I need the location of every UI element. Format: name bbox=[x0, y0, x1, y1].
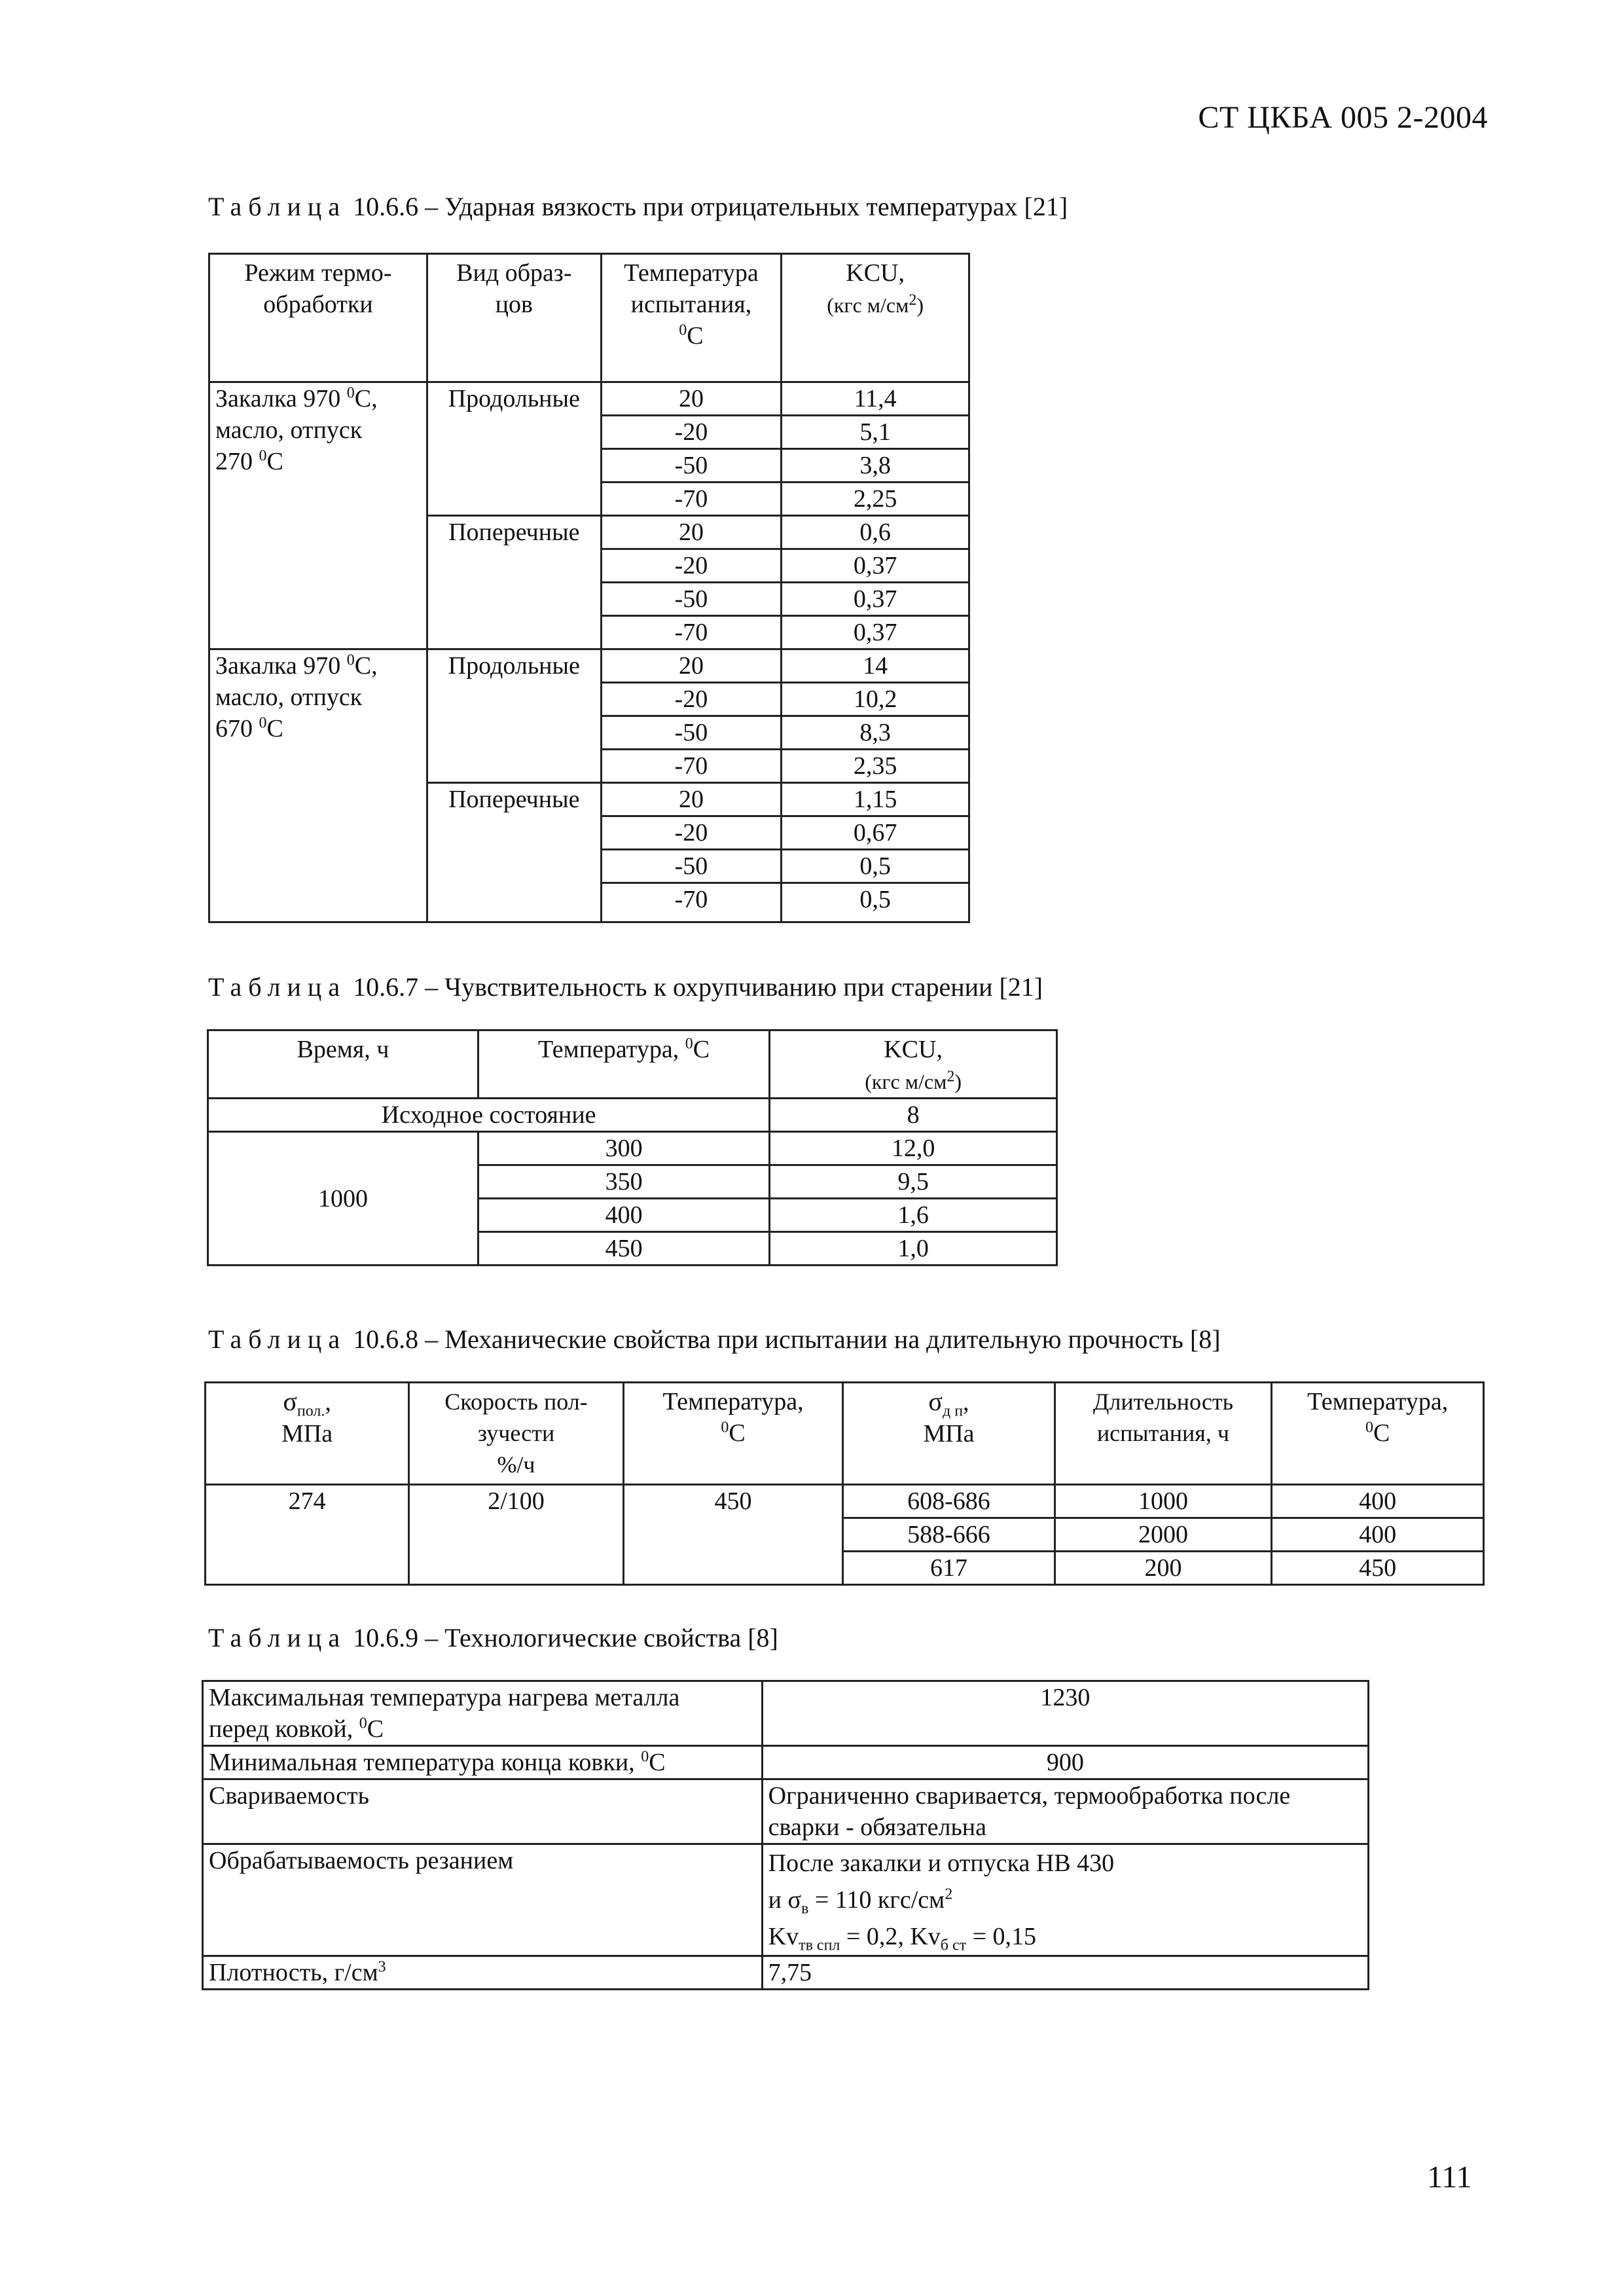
header-mode: Режим термо- обработки bbox=[209, 254, 427, 382]
temp-cell: 20 bbox=[601, 649, 782, 683]
temp-cell: -50 bbox=[601, 449, 782, 483]
header-duration: Длительность испытания, ч bbox=[1055, 1383, 1272, 1485]
table-10-6-7-caption: Таблица 10.6.7 – Чувствительность к охрупчиванию при старении [21] bbox=[208, 972, 1043, 1002]
temp-cell: 300 bbox=[478, 1132, 769, 1165]
temperature-2-cell: 450 bbox=[1272, 1552, 1484, 1585]
specimen-transverse: Поперечные bbox=[427, 516, 601, 649]
kcu-cell: 0,5 bbox=[782, 883, 969, 922]
table-10-6-8-caption: Таблица 10.6.8 – Механические свойства при испытании на длительную прочность [8] bbox=[208, 1324, 1221, 1354]
temp-cell: -20 bbox=[601, 816, 782, 850]
temp-cell: 350 bbox=[478, 1165, 769, 1199]
kcu-cell: 0,6 bbox=[782, 516, 969, 549]
duration-cell: 1000 bbox=[1055, 1485, 1272, 1518]
kcu-cell: 14 bbox=[782, 649, 969, 683]
specimen-longitudinal: Продольные bbox=[427, 649, 601, 783]
document-code: СТ ЦКБА 005 2-2004 bbox=[1198, 100, 1488, 135]
kcu-cell: 11,4 bbox=[782, 382, 969, 416]
temperature-2-cell: 400 bbox=[1272, 1518, 1484, 1552]
kcu-cell: 8,3 bbox=[782, 716, 969, 750]
kcu-cell: 2,25 bbox=[782, 483, 969, 516]
kcu-cell: 9,5 bbox=[770, 1165, 1057, 1199]
header-sigma-dp: $\sigma_{д п}$, МПа bbox=[843, 1383, 1055, 1485]
temp-cell: -20 bbox=[601, 416, 782, 449]
kcu-cell: 12,0 bbox=[770, 1132, 1057, 1165]
min-forging-end-temp-label: Минимальная температура конца ковки, $^0$С bbox=[203, 1746, 763, 1779]
density-label: Плотность, $г/см^3$ bbox=[203, 1956, 763, 1990]
mode-cell-a: Закалка 970 $^0$С, масло, отпуск 270 $^0$С bbox=[209, 382, 427, 649]
temp-cell: -70 bbox=[601, 750, 782, 783]
kcu-cell: 0,37 bbox=[782, 549, 969, 583]
initial-state-value: 8 bbox=[770, 1099, 1057, 1132]
kcu-cell: 0,67 bbox=[782, 816, 969, 850]
temp-cell: -20 bbox=[601, 683, 782, 716]
mode-cell-b: Закалка 970 $^0$С, масло, отпуск 670 $^0$С bbox=[209, 649, 427, 922]
creep-rate-cell: 2/100 bbox=[409, 1485, 623, 1585]
header-temperature-2: Температура, $^0$С bbox=[1272, 1383, 1484, 1485]
weldability-value: Ограниченно сваривается, термообработка после сварки - обязательна bbox=[762, 1779, 1368, 1844]
caption-prefix: Таблица bbox=[208, 192, 347, 221]
machinability-label: Обрабатываемость резанием bbox=[203, 1844, 763, 1956]
temp-cell: -50 bbox=[601, 850, 782, 883]
caption-text: 10.6.6 – Ударная вязкость при отрицательных температурах [21] bbox=[346, 192, 1068, 221]
max-forging-temp-value: 1230 bbox=[762, 1681, 1368, 1746]
temperature-2-cell: 400 bbox=[1272, 1485, 1484, 1518]
max-forging-temp-label: Максимальная температура нагрева металла перед ковкой, $^0$С bbox=[203, 1681, 763, 1746]
kcu-cell: 1,6 bbox=[770, 1199, 1057, 1232]
weldability-label: Свариваемость bbox=[203, 1779, 763, 1844]
table-10-6-9 bbox=[202, 1680, 1369, 1990]
temp-cell: -70 bbox=[601, 883, 782, 922]
table-10-6-9-caption: Таблица 10.6.9 – Технологические свойства [8] bbox=[208, 1623, 778, 1652]
kcu-cell: 10,2 bbox=[782, 683, 969, 716]
kcu-cell: 1,15 bbox=[782, 783, 969, 816]
kcu-cell: 1,0 bbox=[770, 1232, 1057, 1266]
kcu-cell: 5,1 bbox=[782, 416, 969, 449]
sigma-dp-cell: 588-666 bbox=[843, 1518, 1055, 1552]
temp-cell: -50 bbox=[601, 583, 782, 616]
initial-state-label: Исходное состояние bbox=[208, 1099, 770, 1132]
temp-cell: 20 bbox=[601, 516, 782, 549]
temp-cell: -70 bbox=[601, 483, 782, 516]
duration-cell: 200 bbox=[1055, 1552, 1272, 1585]
page-number: 111 bbox=[1427, 2160, 1472, 2195]
sigma-dp-cell: 608-686 bbox=[843, 1485, 1055, 1518]
temp-cell: -50 bbox=[601, 716, 782, 750]
duration-cell: 2000 bbox=[1055, 1518, 1272, 1552]
min-forging-end-temp-value: 900 bbox=[762, 1746, 1368, 1779]
table-10-6-6-caption bbox=[208, 191, 1068, 222]
specimen-transverse: Поперечные bbox=[427, 783, 601, 922]
temp-cell: -20 bbox=[601, 549, 782, 583]
table-10-6-8 bbox=[204, 1381, 1485, 1586]
header-specimen-type: Вид образ- цов bbox=[427, 254, 601, 382]
temp-cell: 20 bbox=[601, 382, 782, 416]
table-10-6-7 bbox=[207, 1029, 1058, 1266]
header-time: Время, ч bbox=[208, 1030, 478, 1099]
specimen-longitudinal: Продольные bbox=[427, 382, 601, 516]
header-test-temperature: Температура испытания, $^0$С bbox=[601, 254, 782, 382]
temp-cell: 400 bbox=[478, 1199, 769, 1232]
temp-cell: 450 bbox=[478, 1232, 769, 1266]
header-creep-rate: Скорость пол- зучести %/ч bbox=[409, 1383, 623, 1485]
header-temperature: Температура, $^0$С bbox=[623, 1383, 843, 1485]
sigma-pol-cell: 274 bbox=[206, 1485, 409, 1585]
header-temperature: Температура, $^0$С bbox=[478, 1030, 769, 1099]
table-10-6-6 bbox=[208, 253, 970, 923]
machinability-value: После закалки и отпуска НВ 430 и $\sigma_в = 110$ кгс/$см^2$ $Kv_{тв спл} = 0,2$, $Kv_{б ст} = 0,15$ bbox=[762, 1844, 1368, 1956]
temp-cell: 20 bbox=[601, 783, 782, 816]
temp-cell: -70 bbox=[601, 616, 782, 649]
kcu-cell: 0,5 bbox=[782, 850, 969, 883]
header-kcu: KCU, (кгс $м/см^2$) bbox=[770, 1030, 1057, 1099]
header-sigma-pol: $\sigma_{пол.}$, МПа bbox=[206, 1383, 409, 1485]
header-kcu: KCU, (кгс $м/см^2$) bbox=[782, 254, 969, 382]
sigma-dp-cell: 617 bbox=[843, 1552, 1055, 1585]
density-value: 7,75 bbox=[762, 1956, 1368, 1990]
time-cell: 1000 bbox=[208, 1132, 478, 1266]
temperature-cell: 450 bbox=[623, 1485, 843, 1585]
kcu-cell: 0,37 bbox=[782, 616, 969, 649]
kcu-cell: 2,35 bbox=[782, 750, 969, 783]
kcu-cell: 3,8 bbox=[782, 449, 969, 483]
kcu-cell: 0,37 bbox=[782, 583, 969, 616]
